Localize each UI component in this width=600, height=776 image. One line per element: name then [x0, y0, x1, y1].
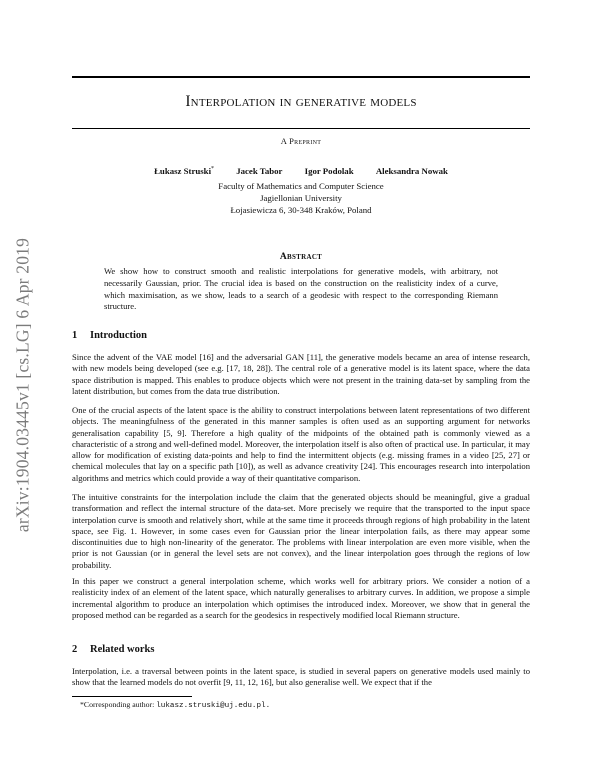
section-1-title: Introduction	[90, 330, 147, 341]
abstract-heading: Abstract	[279, 252, 323, 262]
footnote-label: *Corresponding author:	[80, 700, 157, 709]
arxiv-identifier: arXiv:1904.03445v1 [cs.LG] 6 Apr 2019	[12, 237, 33, 533]
title-top-rule	[72, 76, 530, 78]
footnote-rule	[72, 696, 192, 697]
intro-paragraph-2: One of the crucial aspects of the latent space is the ability to construct interpolations between latent representations of two different objects. The meaningfulness of the generated in this manner samples is often used as an supporting argument for networks generalisation capability [5, 9]. Therefore a high quality of the midpoints of the obtained path is commonly viewed as a characteristic of a strong and well-defined model. Moreover, the interpolation itself is also often of practical use. In particular, it may allow for modification of existing data-points and help to find the intermittent objects (e.g. missing frames in a video [25, 27] or chemical molecules that lay on a specific path [10]), as well as advance creativity [24]. This encourages research into interpolation algorithms and metrics which could provide a way of their quantitative comparison.	[72, 405, 530, 483]
intro-paragraph-3: The intuitive constraints for the interpolation include the claim that the generated objects should be meaningful, give a gradual transformation and reflect the internal structure of the data-set. More precisely we require that the transported to the input space interpolation curve is smooth and relatively short, while at the same time it proceeds through regions of high probability in the latent space, see Fig. 1. However, in some cases even for Gaussian prior the linear interpolation fails, as there may appear some discontinuities due to high non-linearity of the generator. The problems with linear interpolation are even more visible, when the prior is not Gaussian (or in general the level sets are not convex), and the linear interpolation goes through the regions of low probability.	[72, 492, 530, 570]
author-list	[72, 166, 530, 176]
intro-paragraph-4: In this paper we construct a general interpolation scheme, which works well for arbitrary priors. We consider a notion of a realisticity index of an element of the latent space, which naturally generalises to arbitrary curves. In addition, we propose a simple incremental algorithm to produce an interpolation which optimises the introduced index. Moreover, we show that in general the proposed method can be regarded as a search for the geodesics in respectively modified local Riemann structure.	[72, 576, 530, 620]
preprint-label: A Preprint	[280, 136, 322, 146]
paper-title: Interpolation in generative models	[185, 93, 417, 110]
section-1-number: 1	[72, 330, 78, 341]
affiliation	[72, 181, 530, 216]
author-4: Aleksandra Nowak	[375, 166, 448, 176]
section-2-title: Related works	[90, 644, 155, 655]
section-2-heading	[72, 644, 154, 655]
footnote	[80, 700, 270, 710]
section-1-heading	[72, 330, 147, 341]
section-2-number: 2	[72, 644, 78, 655]
abstract-text: We show how to construct smooth and realistic interpolations for generative models, with arbitrary, not necessarily Gaussian, prior. The crucial idea is based on the construction on the realisticity index of a curve, which maximisation, as we show, leads to a search of a geodesic with respect to the corresponding Riemann structure.	[104, 266, 498, 312]
affiliation-dept: Faculty of Mathematics and Computer Science	[218, 181, 384, 191]
related-paragraph: Interpolation, i.e. a traversal between points in the latent space, is studied in several papers on generative models used mainly to show that the learned models do not overfit [9, 11, 12, 16], but also generalise well. We expect that if the	[72, 666, 530, 688]
intro-paragraph-1: Since the advent of the VAE model [16] and the adversarial GAN [11], the generative models became an area of intense research, with new models being developed (see e.g. [17, 18, 28]). The central role of a generative model is its latent space, where the data space distribution is mapped. This enables to produce objects which were not present in the training data-set by sampling from the latent distribution, but comes from the data true distribution.	[72, 352, 530, 396]
affiliation-university: Jagiellonian University	[260, 192, 342, 203]
author-1: Łukasz Struski*	[154, 166, 215, 176]
footnote-email[interactable]: lukasz.struski@uj.edu.pl.	[156, 702, 271, 710]
author-2: Jacek Tabor	[236, 166, 283, 176]
arxiv-sidebar	[12, 195, 34, 575]
author-3: Igor Podolak	[304, 166, 354, 176]
title-bottom-rule	[72, 128, 530, 129]
affiliation-address: Łojasiewicza 6, 30-348 Kraków, Poland	[230, 204, 372, 215]
